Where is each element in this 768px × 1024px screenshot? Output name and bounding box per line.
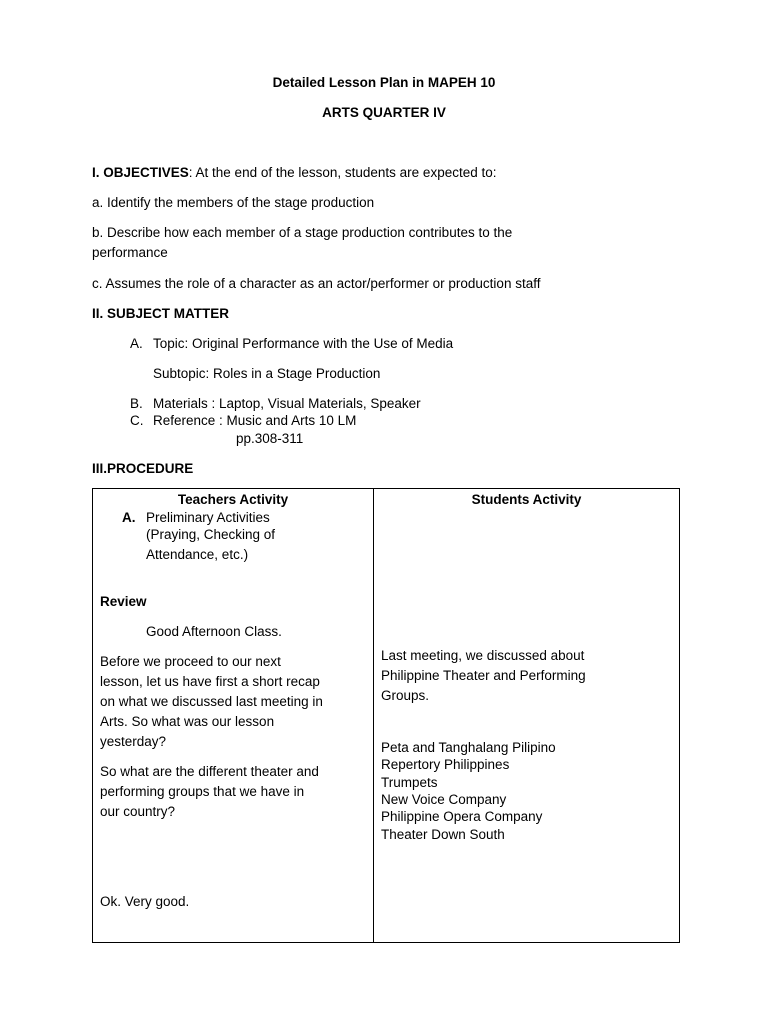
objective-b-continued: performance: [92, 245, 168, 260]
topic-line: [153, 335, 453, 353]
reference-line: Reference : Music and Arts 10 LM: [153, 413, 357, 428]
prelim-line-1: Preliminary Activities: [146, 510, 270, 525]
group-item: Philippine Opera Company: [381, 809, 543, 824]
teacher-column: [93, 489, 374, 943]
materials-marker: B.: [130, 396, 143, 411]
group-item: Trumpets: [381, 775, 438, 790]
student-answer-line-3: Groups.: [381, 688, 430, 703]
procedure-table: [92, 488, 680, 943]
objective-a: a. Identify the members of the stage production: [92, 195, 375, 210]
materials-line: Materials : Laptop, Visual Materials, Speaker: [153, 396, 421, 411]
objective-c: c. Assumes the role of a character as an actor/performer or production staff: [92, 276, 541, 291]
topic-marker: A.: [130, 336, 143, 351]
subtopic-line: Subtopic: Roles in a Stage Production: [153, 366, 381, 381]
review-heading: Review: [100, 594, 147, 609]
prelim-line-3: Attendance, etc.): [146, 547, 249, 562]
closing-remark: Ok. Very good.: [100, 894, 190, 909]
topic-value: : Original Performance with the Use of Media: [184, 336, 454, 351]
reference-pages: pp.308-311: [236, 431, 304, 446]
recap-line-1: Before we proceed to our next: [100, 654, 281, 669]
student-column: [374, 489, 680, 943]
prelim-marker: A.: [122, 510, 136, 525]
subject-matter-heading: II. SUBJECT MATTER: [92, 306, 230, 321]
objectives-intro: : At the end of the lesson, students are expected to:: [188, 165, 497, 180]
recap-line-5: yesterday?: [100, 734, 167, 749]
group-item: New Voice Company: [381, 792, 507, 807]
objectives-line: [92, 164, 497, 182]
recap-line-2: lesson, let us have first a short recap: [100, 674, 320, 689]
document-title: Detailed Lesson Plan in MAPEH 10: [272, 75, 496, 90]
group-item: Peta and Tanghalang Pilipino: [381, 740, 556, 755]
question-line-3: our country?: [100, 804, 176, 819]
question-line-2: performing groups that we have in: [100, 784, 305, 799]
greeting-text: Good Afternoon Class.: [146, 624, 282, 639]
question-line-1: So what are the different theater and: [100, 764, 319, 779]
topic-label: Topic: [153, 336, 185, 351]
student-column-header: Students Activity: [471, 492, 582, 507]
document-subtitle: ARTS QUARTER IV: [322, 105, 446, 120]
reference-marker: C.: [130, 413, 144, 428]
objective-b: b. Describe how each member of a stage production contributes to the: [92, 225, 513, 240]
prelim-line-2: (Praying, Checking of: [146, 527, 276, 542]
student-answer-line-2: Philippine Theater and Performing: [381, 668, 586, 683]
group-item: Theater Down South: [381, 827, 505, 842]
procedure-heading: III.PROCEDURE: [92, 461, 194, 476]
student-answer-line-1: Last meeting, we discussed about: [381, 648, 585, 663]
objectives-heading: I. OBJECTIVES: [92, 165, 189, 180]
recap-line-4: Arts. So what was our lesson: [100, 714, 275, 729]
group-item: Repertory Philippines: [381, 757, 510, 772]
teacher-column-header: Teachers Activity: [177, 492, 289, 507]
recap-line-3: on what we discussed last meeting in: [100, 694, 323, 709]
